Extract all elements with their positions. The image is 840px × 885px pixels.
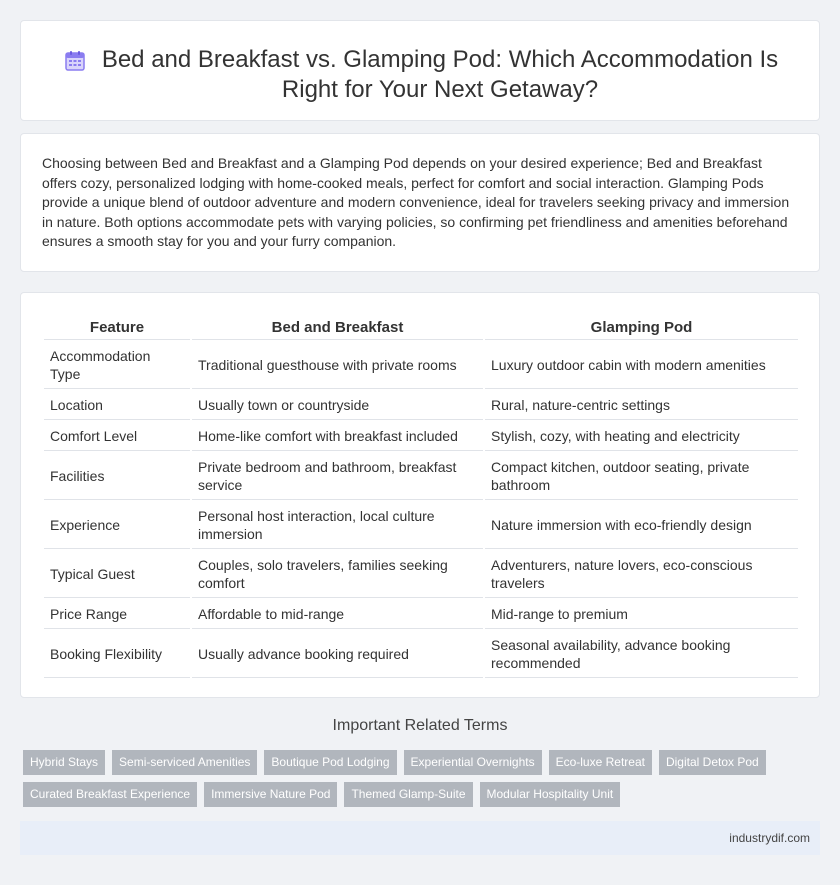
table-row bbox=[44, 422, 798, 451]
table-row bbox=[44, 600, 798, 629]
page-title: Bed and Breakfast vs. Glamping Pod: Which Accommodation Is Right for Your Next Getaway? bbox=[101, 46, 779, 103]
feature-cell: Typical Guest bbox=[44, 551, 190, 598]
bnb-cell: Couples, solo travelers, families seeking comfort bbox=[192, 551, 483, 598]
table-row bbox=[44, 342, 798, 389]
tag-digital-detox-pod[interactable]: Digital Detox Pod bbox=[659, 750, 766, 775]
tag-immersive-nature-pod[interactable]: Immersive Nature Pod bbox=[204, 782, 337, 807]
tag-curated-breakfast-experience[interactable]: Curated Breakfast Experience bbox=[23, 782, 197, 807]
bnb-cell: Home-like comfort with breakfast included bbox=[192, 422, 483, 451]
feature-cell: Comfort Level bbox=[44, 422, 190, 451]
tag-modular-hospitality-unit[interactable]: Modular Hospitality Unit bbox=[480, 782, 621, 807]
tag-row bbox=[23, 782, 823, 807]
tag-semi-serviced-amenities[interactable]: Semi-serviced Amenities bbox=[112, 750, 257, 775]
intro-paragraph: Choosing between Bed and Breakfast and a Glamping Pod depends on your desired experience; Bed and Breakfast offers cozy, personalized lodging with home-cooked meals, perfect for comfort and social interaction. Glamping Pods provide a unique blend of outdoor adventure and modern convenience, ideal for travelers seeking privacy and immersion in nature. Both options accommodate pets with varying policies, so confirming pet friendliness and amenities beforehand ensures a smooth stay for you and your furry companion. bbox=[42, 155, 790, 249]
table-row bbox=[44, 502, 798, 549]
table-row bbox=[44, 631, 798, 678]
feature-cell: Price Range bbox=[44, 600, 190, 629]
tag-row bbox=[23, 750, 823, 775]
bnb-cell: Usually advance booking required bbox=[192, 631, 483, 678]
glamping-cell: Compact kitchen, outdoor seating, private bathroom bbox=[485, 453, 798, 500]
table-row bbox=[44, 453, 798, 500]
glamping-cell: Mid-range to premium bbox=[485, 600, 798, 629]
title-card bbox=[20, 20, 820, 121]
bnb-cell: Personal host interaction, local culture immersion bbox=[192, 502, 483, 549]
footer bbox=[20, 821, 820, 855]
tag-boutique-pod-lodging[interactable]: Boutique Pod Lodging bbox=[264, 750, 396, 775]
tag-themed-glamp-suite[interactable]: Themed Glamp-Suite bbox=[344, 782, 472, 807]
header-feature: Feature bbox=[44, 313, 190, 340]
feature-cell: Accommodation Type bbox=[44, 342, 190, 389]
footer-site-link[interactable]: industrydif.com bbox=[729, 831, 810, 845]
bnb-cell: Private bedroom and bathroom, breakfast service bbox=[192, 453, 483, 500]
feature-cell: Booking Flexibility bbox=[44, 631, 190, 678]
table-row bbox=[44, 391, 798, 420]
table-row bbox=[44, 551, 798, 598]
tag-experiential-overnights[interactable]: Experiential Overnights bbox=[404, 750, 542, 775]
glamping-cell: Rural, nature-centric settings bbox=[485, 391, 798, 420]
comparison-table bbox=[42, 311, 800, 680]
tag-hybrid-stays[interactable]: Hybrid Stays bbox=[23, 750, 105, 775]
glamping-cell: Stylish, cozy, with heating and electricity bbox=[485, 422, 798, 451]
intro-card bbox=[20, 133, 820, 272]
feature-cell: Facilities bbox=[44, 453, 190, 500]
feature-cell: Experience bbox=[44, 502, 190, 549]
table-header-row bbox=[44, 313, 798, 340]
glamping-cell: Adventurers, nature lovers, eco-conscious travelers bbox=[485, 551, 798, 598]
header-glamping-pod: Glamping Pod bbox=[485, 313, 798, 340]
related-terms-heading: Important Related Terms bbox=[332, 717, 508, 734]
comparison-card bbox=[20, 292, 820, 698]
related-terms-tags bbox=[23, 750, 823, 814]
bnb-cell: Usually town or countryside bbox=[192, 391, 483, 420]
bnb-cell: Traditional guesthouse with private rooms bbox=[192, 342, 483, 389]
glamping-cell: Seasonal availability, advance booking recommended bbox=[485, 631, 798, 678]
tag-eco-luxe-retreat[interactable]: Eco-luxe Retreat bbox=[549, 750, 652, 775]
bnb-cell: Affordable to mid-range bbox=[192, 600, 483, 629]
glamping-cell: Luxury outdoor cabin with modern amenities bbox=[485, 342, 798, 389]
header-bed-and-breakfast: Bed and Breakfast bbox=[192, 313, 483, 340]
glamping-cell: Nature immersion with eco-friendly design bbox=[485, 502, 798, 549]
feature-cell: Location bbox=[44, 391, 190, 420]
